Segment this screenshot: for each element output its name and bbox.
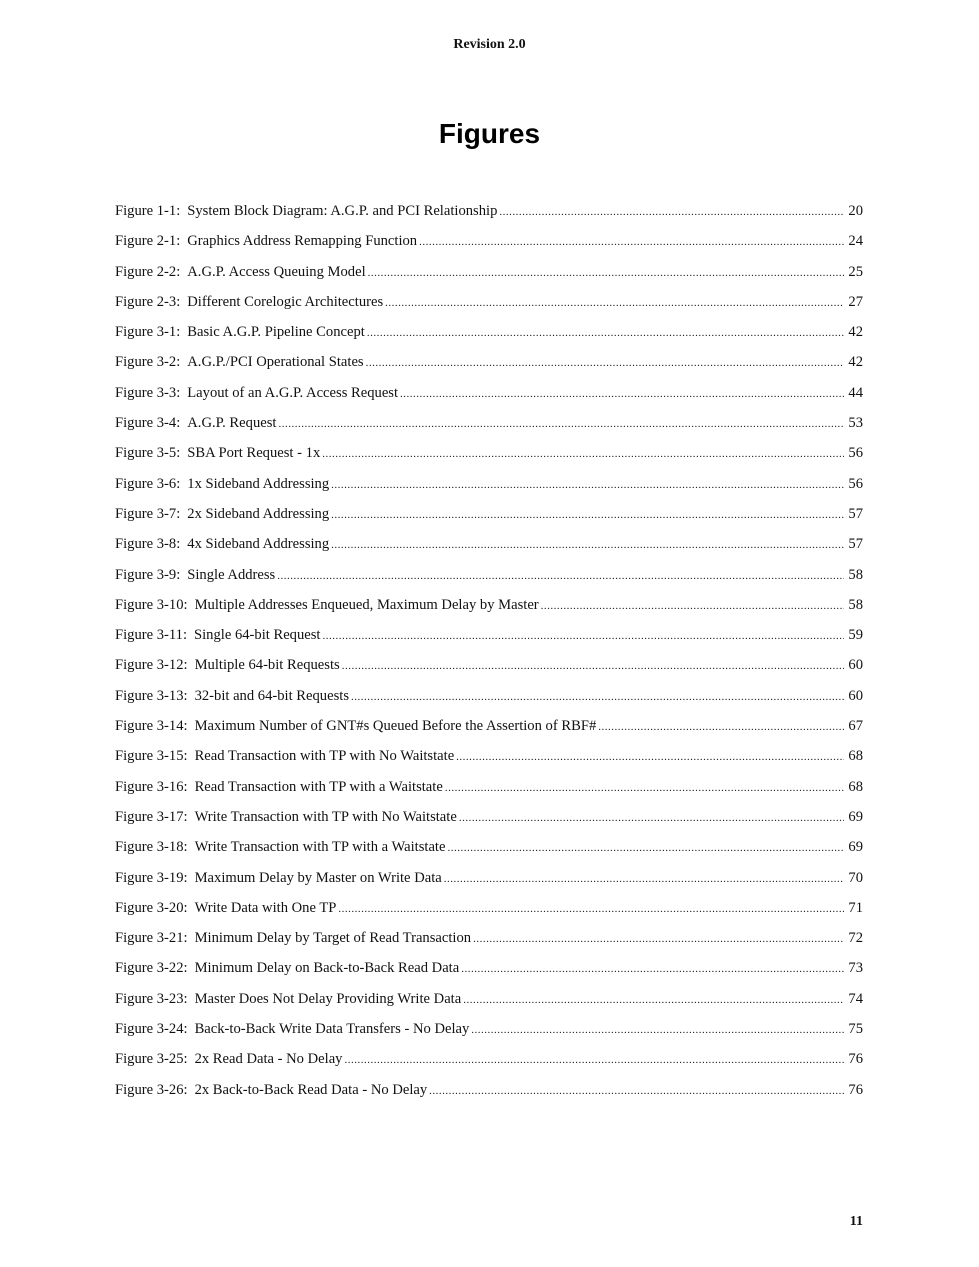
figure-title: 1x Sideband Addressing [187, 475, 330, 492]
figure-number: Figure 3-16: [115, 778, 188, 795]
dot-leader [598, 715, 844, 739]
toc-entry[interactable] [115, 1078, 863, 1108]
figure-title: 2x Back-to-Back Read Data - No Delay [194, 1081, 428, 1098]
figure-page: 73 [848, 960, 863, 977]
dot-leader [331, 503, 844, 527]
toc-entry[interactable] [115, 411, 863, 441]
figure-page: 24 [848, 233, 863, 250]
figure-number: Figure 2-1: [115, 233, 181, 250]
figure-page: 58 [848, 566, 863, 583]
figure-number: Figure 2-3: [115, 293, 181, 310]
figure-title: Different Corelogic Architectures [187, 293, 384, 310]
toc-entry[interactable] [115, 502, 863, 532]
figure-title: Minimum Delay on Back-to-Back Read Data [194, 960, 460, 977]
figure-number: Figure 3-11: [115, 627, 188, 644]
figure-title: 32-bit and 64-bit Requests [194, 687, 349, 704]
toc-entry[interactable] [115, 956, 863, 986]
figure-title: Maximum Number of GNT#s Queued Before the Assertion of RBF# [194, 718, 597, 735]
running-header: Revision 2.0 [453, 37, 526, 52]
dot-leader [445, 776, 844, 800]
figure-page: 60 [848, 657, 863, 674]
dot-leader [367, 321, 844, 345]
figure-title: Multiple 64-bit Requests [194, 657, 340, 674]
figure-title: Maximum Delay by Master on Write Data [194, 869, 442, 886]
toc-entry[interactable] [115, 714, 863, 744]
figure-number: Figure 3-19: [115, 869, 188, 886]
toc-entry[interactable] [115, 744, 863, 774]
figure-page: 76 [848, 1051, 863, 1068]
toc-entry[interactable] [115, 290, 863, 320]
figure-page: 69 [848, 839, 863, 856]
dot-leader [278, 412, 844, 436]
figure-number: Figure 3-22: [115, 960, 188, 977]
figure-title: Layout of an A.G.P. Access Request [187, 384, 399, 401]
figure-page: 72 [848, 930, 863, 947]
dot-leader [331, 533, 844, 557]
figure-page: 20 [848, 203, 863, 219]
figure-title: A.G.P. Request [187, 415, 277, 432]
figure-number: Figure 3-9: [115, 566, 181, 583]
figure-number: Figure 3-25: [115, 1051, 188, 1068]
figure-title: Basic A.G.P. Pipeline Concept [187, 324, 365, 341]
figure-page: 68 [848, 748, 863, 765]
figure-title: Master Does Not Delay Providing Write Data [194, 990, 462, 1007]
figure-number: Figure 3-20: [115, 899, 188, 916]
figure-title: Single Address [187, 566, 276, 583]
figure-page: 56 [848, 475, 863, 492]
figure-page: 67 [848, 718, 863, 735]
figure-number: Figure 3-12: [115, 657, 188, 674]
figure-page: 70 [848, 869, 863, 886]
figure-page: 74 [848, 990, 863, 1007]
figure-page: 76 [848, 1081, 863, 1098]
figure-title: A.G.P./PCI Operational States [187, 354, 364, 371]
dot-leader [473, 927, 844, 951]
toc-entry[interactable] [115, 593, 863, 623]
figure-title: Read Transaction with TP with No Waitstate [194, 748, 455, 765]
figure-title: Single 64-bit Request [194, 627, 321, 644]
figure-title: Minimum Delay by Target of Read Transaction [194, 930, 472, 947]
dot-leader [459, 806, 844, 830]
dot-leader [471, 1018, 844, 1042]
dot-leader [444, 867, 844, 891]
dot-leader [419, 230, 844, 254]
figure-number: Figure 3-18: [115, 839, 188, 856]
figure-page: 58 [848, 596, 863, 613]
figure-title: 4x Sideband Addressing [187, 536, 330, 553]
figure-page: 57 [848, 536, 863, 553]
figure-number: Figure 3-21: [115, 930, 188, 947]
toc-entry[interactable] [115, 1047, 863, 1077]
toc-entry[interactable] [115, 775, 863, 805]
toc-entry[interactable] [115, 320, 863, 350]
toc-entry[interactable] [115, 866, 863, 896]
page-title: Figures [438, 118, 541, 149]
figure-number: Figure 3-1: [115, 324, 181, 341]
figure-number: Figure 3-4: [115, 415, 181, 432]
figure-number: Figure 3-5: [115, 445, 181, 462]
figure-title: Write Data with One TP [194, 899, 337, 916]
toc-entry[interactable] [115, 805, 863, 835]
figure-number: Figure 3-17: [115, 808, 188, 825]
figure-number: Figure 3-26: [115, 1081, 188, 1098]
figure-page: 25 [848, 263, 863, 280]
figure-number: Figure 3-10: [115, 596, 188, 613]
figure-title: Write Transaction with TP with a Waitstate [194, 839, 446, 856]
figure-title: 2x Sideband Addressing [187, 505, 330, 522]
figure-page: 42 [848, 324, 863, 341]
toc-entry[interactable] [115, 472, 863, 502]
dot-leader [447, 836, 844, 860]
dot-leader [429, 1079, 844, 1103]
figure-page: 42 [848, 354, 863, 371]
figure-page: 44 [848, 384, 863, 401]
figure-title: Read Transaction with TP with a Waitstate [194, 778, 443, 795]
dot-leader [541, 594, 844, 618]
toc-entry[interactable] [115, 381, 863, 411]
figure-page: 59 [848, 627, 863, 644]
dot-leader [456, 745, 844, 769]
toc-entry[interactable] [115, 896, 863, 926]
figure-number: Figure 3-6: [115, 475, 181, 492]
dot-leader [331, 473, 844, 497]
toc-entry[interactable] [115, 441, 863, 471]
dot-leader [499, 200, 844, 224]
figure-number: Figure 3-24: [115, 1021, 188, 1038]
figure-page: 27 [848, 293, 863, 310]
dot-leader [344, 1048, 844, 1072]
dot-leader [400, 382, 844, 406]
toc-entry[interactable] [115, 229, 863, 259]
toc-entry[interactable] [115, 260, 863, 290]
figure-title: 2x Read Data - No Delay [194, 1051, 343, 1068]
figure-number: Figure 3-13: [115, 687, 188, 704]
figure-number: Figure 1-1: [115, 203, 181, 219]
dot-leader [385, 291, 844, 315]
toc-entry[interactable] [115, 563, 863, 593]
toc-entry[interactable] [115, 926, 863, 956]
figure-page: 75 [848, 1021, 863, 1038]
dot-leader [338, 897, 844, 921]
dot-leader [322, 442, 844, 466]
dot-leader [366, 351, 844, 375]
dot-leader [323, 624, 845, 648]
figure-title: Write Transaction with TP with No Waitstate [194, 808, 457, 825]
toc-entry[interactable] [115, 1017, 863, 1047]
dot-leader [351, 685, 844, 709]
figure-number: Figure 3-23: [115, 990, 188, 1007]
figure-page: 69 [848, 808, 863, 825]
toc-entry[interactable] [115, 532, 863, 562]
figure-number: Figure 3-3: [115, 384, 181, 401]
figure-page: 71 [848, 899, 863, 916]
figure-number: Figure 3-7: [115, 505, 181, 522]
figure-title: System Block Diagram: A.G.P. and PCI Relationship [187, 203, 498, 219]
figure-title: SBA Port Request - 1x [187, 445, 321, 462]
figure-title: Back-to-Back Write Data Transfers - No Delay [194, 1021, 470, 1038]
toc-entry[interactable] [115, 684, 863, 714]
page-number: 11 [849, 1214, 863, 1229]
figure-number: Figure 3-8: [115, 536, 181, 553]
toc-entry[interactable] [115, 987, 863, 1017]
figure-title: Graphics Address Remapping Function [187, 233, 418, 250]
figure-page: 68 [848, 778, 863, 795]
figure-number: Figure 3-2: [115, 354, 181, 371]
figure-number: Figure 2-2: [115, 263, 181, 280]
toc-entry[interactable] [115, 835, 863, 865]
toc-entry[interactable] [115, 350, 863, 380]
dot-leader [368, 261, 844, 285]
figure-title: Multiple Addresses Enqueued, Maximum Delay by Master [194, 596, 539, 613]
toc-entry[interactable] [115, 653, 863, 683]
dot-leader [342, 654, 844, 678]
figure-number: Figure 3-14: [115, 718, 188, 735]
figure-title: A.G.P. Access Queuing Model [187, 263, 366, 280]
list-of-figures [115, 199, 863, 1108]
toc-entry[interactable] [115, 199, 863, 229]
figure-number: Figure 3-15: [115, 748, 188, 765]
dot-leader [277, 564, 844, 588]
dot-leader [461, 957, 844, 981]
figure-page: 53 [848, 415, 863, 432]
figure-page: 60 [848, 687, 863, 704]
figure-page: 56 [848, 445, 863, 462]
dot-leader [463, 988, 844, 1012]
toc-entry[interactable] [115, 623, 863, 653]
figure-page: 57 [848, 505, 863, 522]
